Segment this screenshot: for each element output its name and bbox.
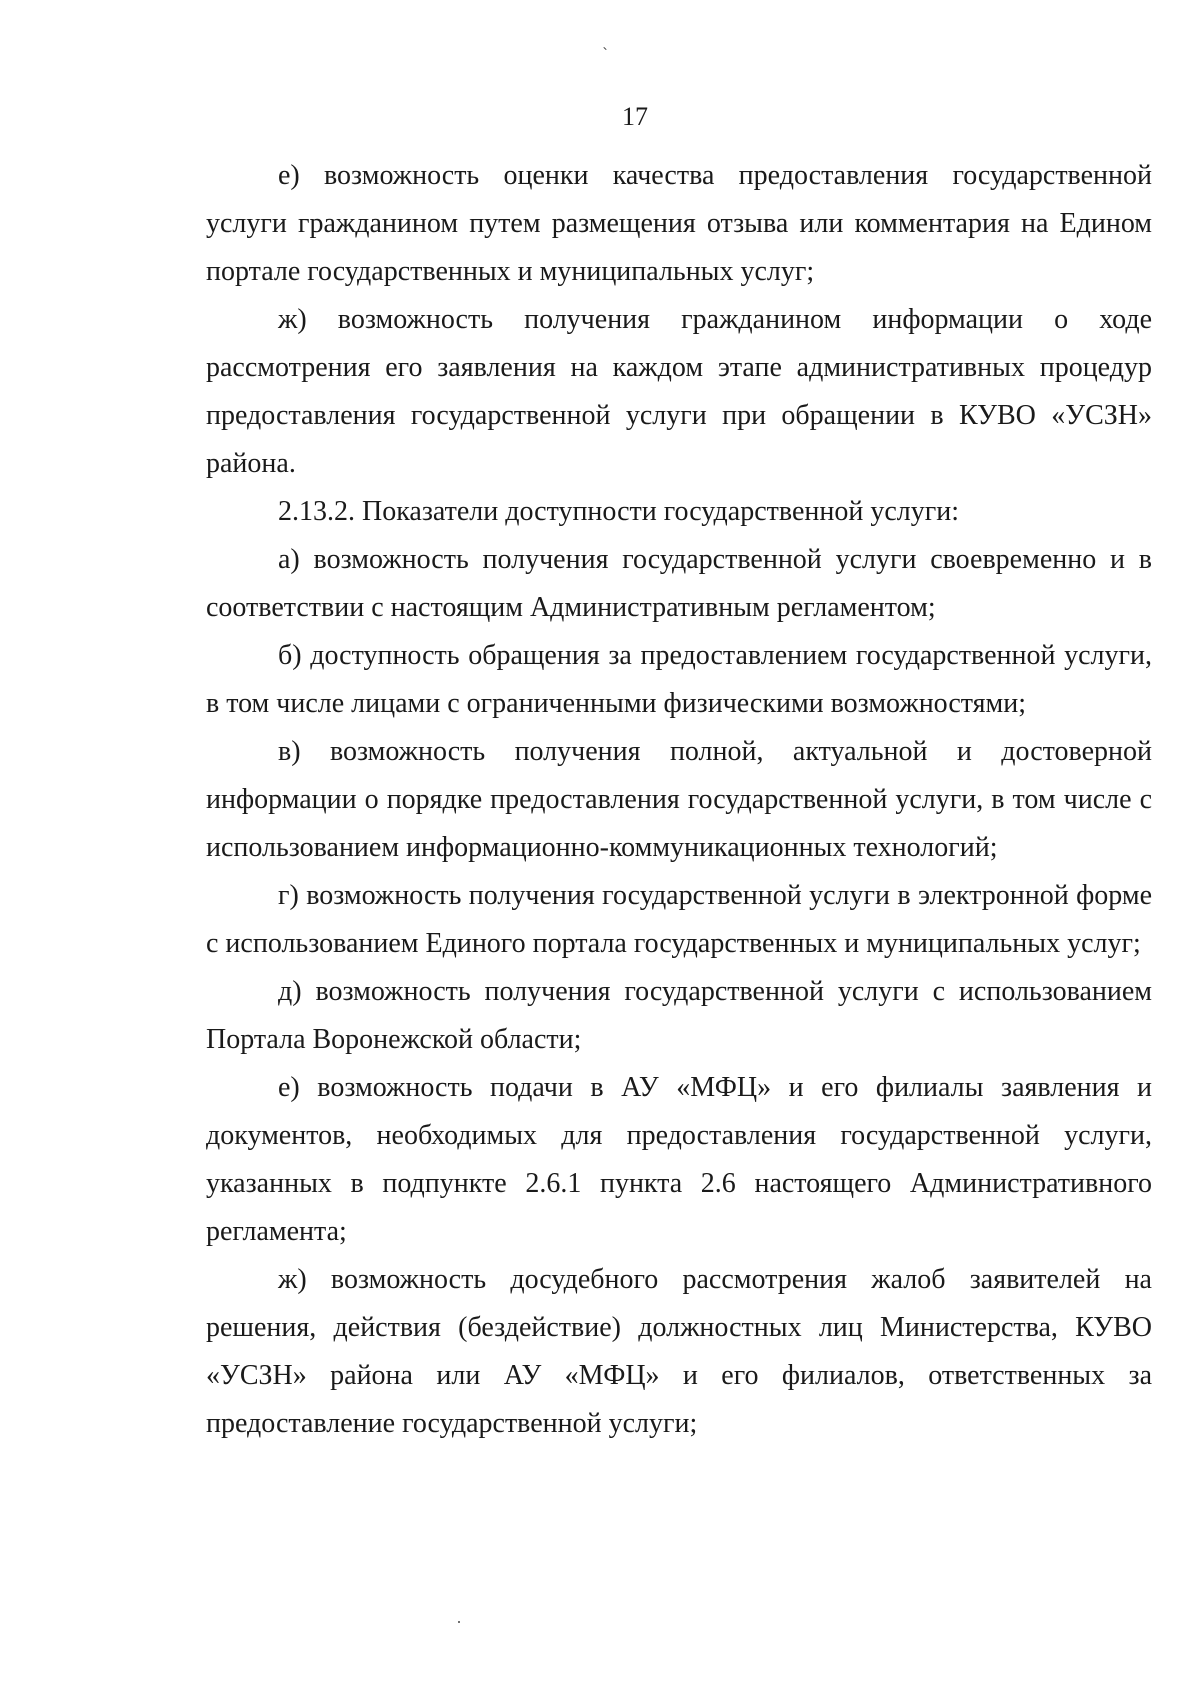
paragraph-d-portal: д) возможность получения государственной услуги с использованием Портала Воронежской области; bbox=[206, 976, 1152, 1055]
scan-speck bbox=[458, 1621, 460, 1623]
page-number: 17 bbox=[622, 102, 648, 131]
paragraph-g-electronic: г) возможность получения государственной услуги в электронной форме с использованием Единого портала государственных и муниципальных услуг; bbox=[206, 880, 1152, 959]
paragraph-e-rating: е) возможность оценки качества предоставления государственной услуги гражданином путем размещения отзыва или комментария на Едином портале государственных и муниципальных услуг; bbox=[206, 160, 1152, 287]
paragraph-zh-complaints: ж) возможность досудебного рассмотрения жалоб заявителей на решения, действия (бездействие) должностных лиц Министерства, КУВО «УСЗН» района или АУ «МФЦ» и его филиалов, ответственных за предоставление государственной услуги; bbox=[206, 1264, 1152, 1439]
paragraph-b-accessibility: б) доступность обращения за предоставлением государственной услуги, в том числе лицами с ограниченными физическими возможностями; bbox=[206, 640, 1152, 719]
section-heading-2-13-2: 2.13.2. Показатели доступности государственной услуги: bbox=[278, 496, 959, 527]
paragraph-e-mfc: е) возможность подачи в АУ «МФЦ» и его филиалы заявления и документов, необходимых для предоставления государственной услуги, указанных в подпункте 2.6.1 пункта 2.6 настоящего Административного регламента; bbox=[206, 1072, 1152, 1247]
paragraph-a-timely: а) возможность получения государственной услуги своевременно и в соответствии с настоящим Административным регламентом; bbox=[206, 544, 1152, 623]
scan-speck bbox=[603, 47, 607, 51]
paragraph-v-information: в) возможность получения полной, актуальной и достоверной информации о порядке предоставления государственной услуги, в том числе с использованием информационно-коммуникационных технологий; bbox=[206, 736, 1152, 863]
paragraph-zh-status-info: ж) возможность получения гражданином информации о ходе рассмотрения его заявления на каждом этапе административных процедур предоставления государственной услуги при обращении в КУВО «УСЗН» района. bbox=[206, 304, 1152, 479]
document-body bbox=[206, 152, 1152, 1448]
